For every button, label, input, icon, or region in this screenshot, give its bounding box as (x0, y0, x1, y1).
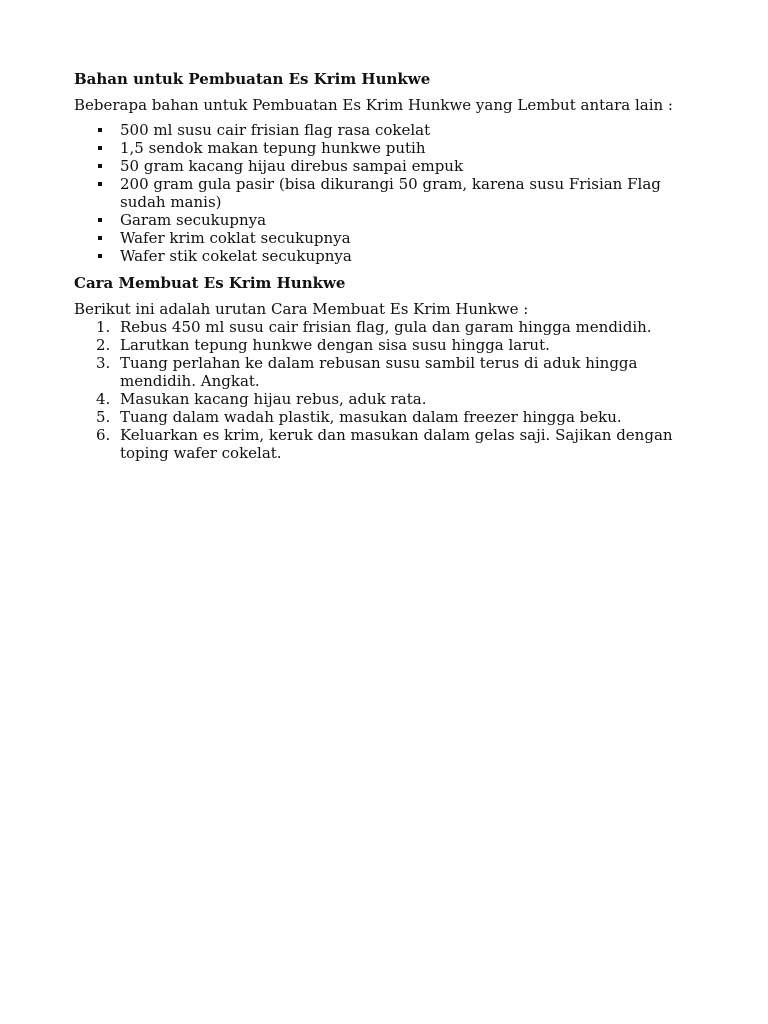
list-item (74, 157, 694, 175)
bullet-icon (98, 182, 102, 186)
step-text: Tuang perlahan ke dalam rebusan susu sambil terus di aduk hingga mendidih. Angkat. (120, 354, 638, 390)
step-text: Keluarkan es krim, keruk dan masukan dalam gelas saji. Sajikan dengan toping wafer cokelat. (120, 426, 673, 462)
list-item-text: 50 gram kacang hijau direbus sampai empuk (120, 157, 464, 175)
bullet-icon (98, 254, 102, 258)
step-item (74, 354, 694, 390)
step-text: Masukan kacang hijau rebus, aduk rata. (120, 390, 427, 408)
list-item-text: 1,5 sendok makan tepung hunkwe putih (120, 139, 426, 157)
bullet-icon (98, 164, 102, 168)
step-text: Larutkan tepung hunkwe dengan sisa susu hingga larut. (120, 336, 550, 354)
step-text: Rebus 450 ml susu cair frisian flag, gula dan garam hingga mendidih. (120, 318, 652, 336)
bullet-icon (98, 146, 102, 150)
list-item (74, 175, 694, 211)
bullet-icon (98, 218, 102, 222)
ingredients-intro: Beberapa bahan untuk Pembuatan Es Krim Hunkwe yang Lembut antara lain : (74, 96, 673, 114)
step-number: 6. (96, 426, 111, 444)
list-item (74, 121, 694, 139)
step-number: 4. (96, 390, 111, 408)
step-item (74, 336, 694, 354)
step-item (74, 390, 694, 408)
ingredients-heading: Bahan untuk Pembuatan Es Krim Hunkwe (74, 70, 431, 88)
list-item-text: 500 ml susu cair frisian flag rasa cokelat (120, 121, 431, 139)
steps-intro: Berikut ini adalah urutan Cara Membuat Es Krim Hunkwe : (74, 300, 529, 318)
ingredients-list (74, 121, 694, 265)
list-item (74, 139, 694, 157)
step-number: 1. (96, 318, 111, 336)
step-number: 2. (96, 336, 111, 354)
list-item-text: Wafer stik cokelat secukupnya (120, 247, 352, 265)
step-number: 5. (96, 408, 111, 426)
document-page (74, 70, 694, 462)
step-item (74, 426, 694, 462)
list-item-text: Garam secukupnya (120, 211, 267, 229)
bullet-icon (98, 236, 102, 240)
step-item (74, 408, 694, 426)
list-item-text: Wafer krim coklat secukupnya (120, 229, 351, 247)
bullet-icon (98, 128, 102, 132)
step-item (74, 318, 694, 336)
list-item (74, 247, 694, 265)
steps-list (74, 318, 694, 462)
list-item (74, 211, 694, 229)
step-number: 3. (96, 354, 111, 372)
step-text: Tuang dalam wadah plastik, masukan dalam freezer hingga beku. (120, 408, 622, 426)
list-item (74, 229, 694, 247)
list-item-text: 200 gram gula pasir (bisa dikurangi 50 gram, karena susu Frisian Flag sudah manis) (120, 175, 661, 211)
steps-heading: Cara Membuat Es Krim Hunkwe (74, 274, 346, 292)
